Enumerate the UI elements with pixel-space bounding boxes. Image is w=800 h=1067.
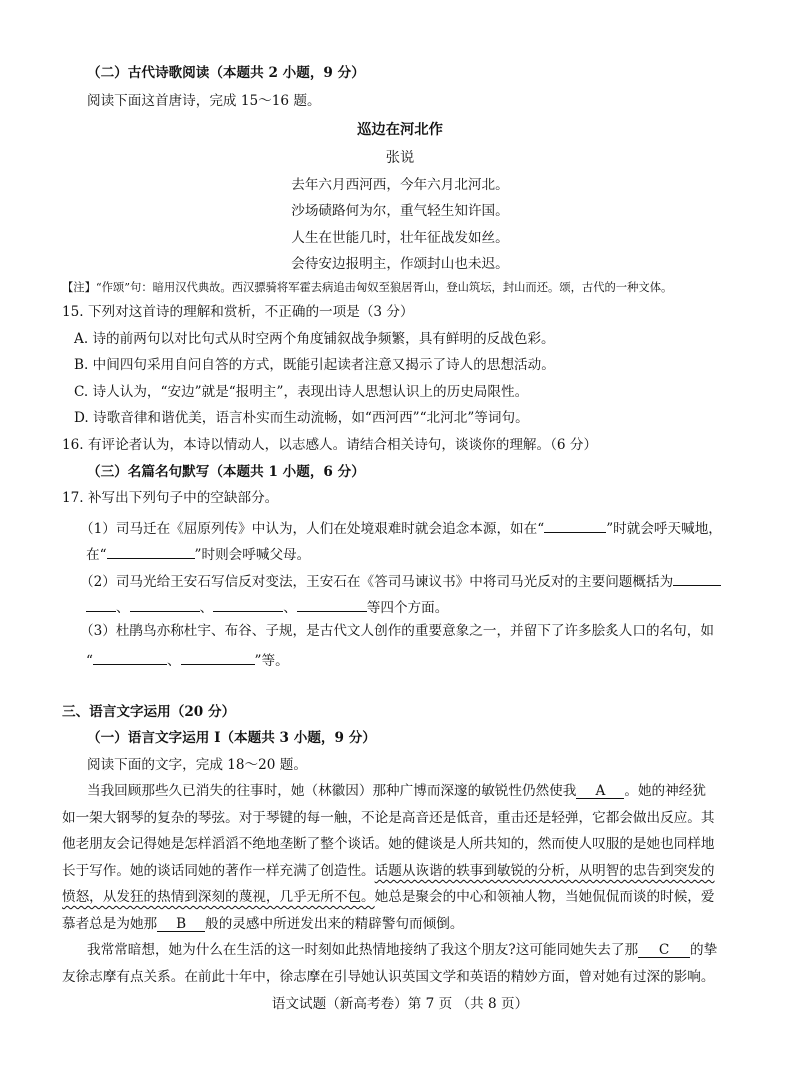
poem-line: 沙场碛路何为尔，重气轻生知许国。 bbox=[291, 203, 509, 219]
poem-title: 巡边在河北作 bbox=[357, 122, 443, 138]
poem-author: 张说 bbox=[385, 150, 415, 166]
question-17-item-1 bbox=[80, 515, 722, 539]
blank-b: B bbox=[157, 914, 205, 932]
quote-open: “ bbox=[86, 653, 93, 669]
question-15-option-d: D. 诗歌音律和谐优美，语言朴实而生动流畅，如“西河西”“北河北”等词句。 bbox=[74, 410, 529, 426]
passage-line bbox=[62, 887, 715, 907]
poem-line: 去年六月西河西，今年六月北河北。 bbox=[291, 177, 509, 193]
separator: 、 bbox=[116, 600, 130, 616]
question-17-stem: 17. 补写出下列句子中的空缺部分。 bbox=[62, 490, 279, 506]
passage-line bbox=[62, 861, 715, 881]
answer-blank[interactable] bbox=[86, 594, 116, 612]
question-15-option-b: B. 中间四句采用自问自答的方式，既能引起读者注意又揭示了诗人的思想活动。 bbox=[74, 357, 555, 373]
passage-line bbox=[87, 781, 706, 801]
passage-text: 般的灵感中所迸发出来的精辟警句而倾倒。 bbox=[205, 916, 464, 932]
passage-line bbox=[62, 914, 463, 934]
item-1-text-d: ”时则会呼喊父母。 bbox=[194, 547, 311, 563]
question-15-stem: 15. 下列对这首诗的理解和赏析，不正确的一项是（3 分） bbox=[62, 304, 414, 320]
answer-blank[interactable] bbox=[544, 515, 606, 533]
poem-note: 【注】“作颂”句：暗用汉代典故。西汉骠骑将军霍去病追击匈奴至狼居胥山，登山筑坛，封山而还。颂，古代的一种文体。 bbox=[62, 281, 673, 294]
answer-blank[interactable] bbox=[107, 541, 195, 559]
answer-blank[interactable] bbox=[297, 594, 367, 612]
item-1-text-c: 在“ bbox=[86, 547, 107, 563]
answer-blank[interactable] bbox=[181, 647, 255, 665]
passage-line: 他老朋友会记得她是怎样滔滔不绝地垄断了整个谈话。她的健谈是人所共知的，然而使人叹服的是她也同样地 bbox=[62, 836, 715, 852]
passage-line: 友徐志摩有点关系。在前此十年中，徐志摩在引导她认识英国文学和英语的精妙方面，曾对她有过深的影响。 bbox=[62, 969, 715, 985]
blank-c: C bbox=[638, 940, 690, 958]
page-footer: 语文试题（新高考卷）第 7 页 （共 8 页） bbox=[271, 996, 529, 1012]
question-17-item-3-cont bbox=[86, 647, 289, 671]
passage-text: 的挚 bbox=[690, 942, 718, 958]
passage-line bbox=[87, 940, 717, 960]
item-3-text-c: ”等。 bbox=[254, 653, 289, 669]
item-1-text-b: ”时就会呼天喊地， bbox=[606, 521, 722, 537]
answer-blank[interactable] bbox=[673, 568, 721, 586]
passage-text: 慕者总是为她那 bbox=[62, 916, 158, 932]
poem-line: 人生在世能几时，壮年征战发如丝。 bbox=[291, 230, 509, 246]
separator: 、 bbox=[283, 600, 297, 616]
question-17-item-2-cont bbox=[86, 594, 448, 618]
passage-text: 我常常暗想，她为什么在生活的这一时刻如此热情地接纳了我这个朋友?这可能同她失去了那 bbox=[87, 942, 639, 958]
item-2-text-end: 等四个方面。 bbox=[366, 600, 449, 616]
question-17-item-3: （3）杜鹃鸟亦称杜宇、布谷、子规，是古代文人创作的重要意象之一，并留下了许多脍炙人口的名句，如 bbox=[80, 623, 714, 639]
sub-heading-language-1: （一）语言文字运用 Ⅰ（本题共 3 小题，9 分） bbox=[87, 730, 376, 746]
item-1-text-a: （1）司马迁在《屈原列传》中认为，人们在处境艰难时就会追念本源，如在“ bbox=[80, 521, 545, 537]
question-17-item-2 bbox=[80, 568, 721, 592]
poem-line: 会待安边报明主，作颂封山也未迟。 bbox=[291, 256, 509, 272]
answer-blank[interactable] bbox=[130, 594, 200, 612]
answer-blank[interactable] bbox=[93, 647, 167, 665]
question-17-item-1-cont bbox=[86, 541, 310, 565]
answer-blank[interactable] bbox=[213, 594, 283, 612]
passage-text: 她总是聚会的中心和领袖人物，当她侃侃而谈的时候，爱 bbox=[374, 889, 715, 905]
passage-text: 当我回顾那些久已消失的往事时，她（林徽因）那种广博而深邃的敏锐性仍然使我 bbox=[87, 783, 577, 799]
separator: 、 bbox=[199, 600, 214, 616]
item-2-text-a: （2）司马光给王安石写信反对变法，王安石在《答司马谏议书》中将司马光反对的主要问题概括为 bbox=[80, 574, 674, 590]
question-15-option-a: A. 诗的前两句以对比句式从时空两个角度铺叙战争频繁，具有鲜明的反战色彩。 bbox=[74, 331, 555, 347]
section-heading-dictation: （三）名篇名句默写（本题共 1 小题，6 分） bbox=[87, 464, 365, 480]
section-heading-poetry: （二）古代诗歌阅读（本题共 2 小题，9 分） bbox=[87, 65, 365, 81]
separator: 、 bbox=[166, 653, 181, 669]
poetry-instruction: 阅读下面这首唐诗，完成 15～16 题。 bbox=[87, 93, 321, 109]
blank-a: A bbox=[576, 781, 624, 799]
passage-text: 。她的神经犹 bbox=[624, 783, 706, 799]
passage-line: 如一架大钢琴的复杂的琴弦。对于琴键的每一触，不论是高音还是低音，重击还是轻弹，它都会做出反应。其 bbox=[62, 810, 715, 826]
passage-text: 长于写作。她的谈话同她的著作一样充满了创造性。 bbox=[62, 863, 375, 879]
question-16: 16. 有评论者认为，本诗以情动人，以志感人。请结合相关诗句，谈谈你的理解。（6 分） bbox=[62, 437, 598, 453]
underlined-sentence: 话题从诙谐的轶事到敏锐的分析，从明智的忠告到突发的 bbox=[374, 863, 715, 879]
question-15-option-c: C. 诗人认为，“安边”就是“报明主”，表现出诗人思想认识上的历史局限性。 bbox=[74, 384, 529, 400]
underlined-sentence: 愤怒，从发狂的热情到深刻的蔑视，几乎无所不包。 bbox=[62, 889, 375, 905]
part-heading-language: 三、语言文字运用（20 分） bbox=[62, 704, 236, 720]
language-instruction: 阅读下面的文字，完成 18～20 题。 bbox=[87, 757, 307, 773]
